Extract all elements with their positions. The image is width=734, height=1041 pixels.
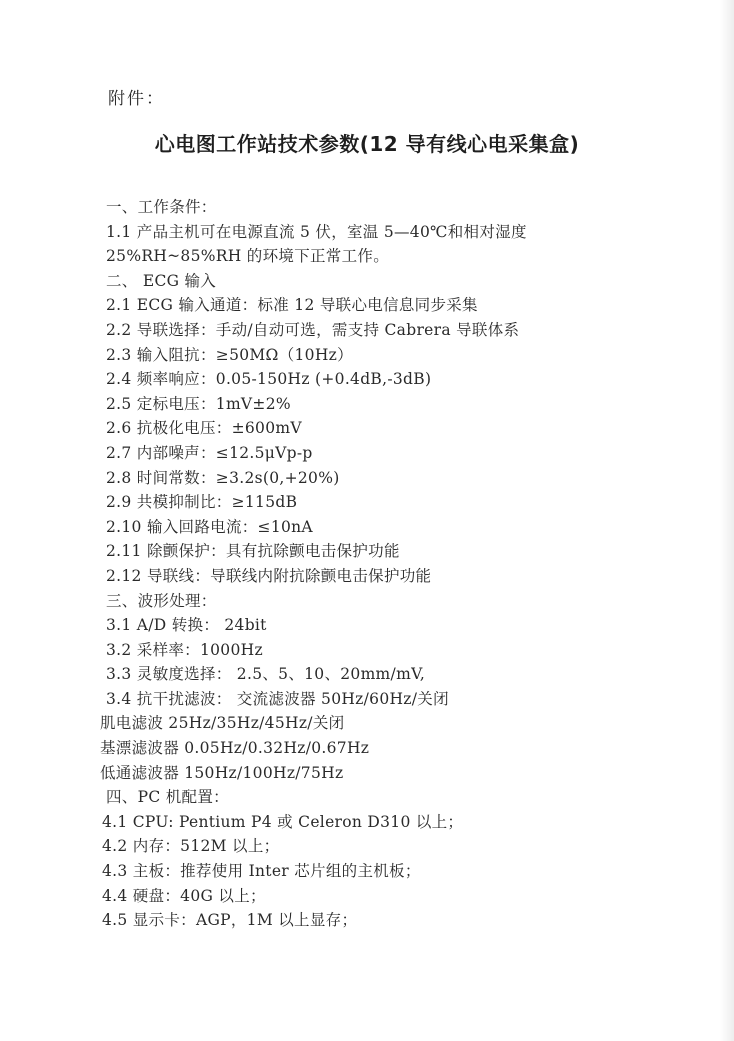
spec-line: 低通滤波器 150Hz/100Hz/75Hz (100, 763, 344, 782)
spec-line: 3.1 A/D 转换： 24bit (106, 616, 267, 635)
spec-line: 4.2 内存：512M 以上； (102, 837, 280, 856)
document-title: 心电图工作站技术参数(12 导有线心电采集盒) (154, 132, 580, 156)
spec-line: 25%RH~85%RH 的环境下正常工作。 (106, 247, 389, 266)
spec-line: 二、 ECG 输入 (106, 271, 217, 290)
spec-line: 三、波形处理： (106, 591, 217, 610)
spec-line: 3.2 采样率：1000Hz (106, 640, 263, 659)
spec-line: 2.6 抗极化电压：±600mV (106, 419, 302, 438)
spec-line: 2.3 输入阻抗：≥50MΩ（10Hz） (106, 345, 353, 364)
spec-line: 2.9 共模抑制比：≥115dB (106, 493, 298, 512)
spec-line: 2.12 导联线：导联线内附抗除颤电击保护功能 (106, 566, 432, 585)
spec-line: 3.4 抗干扰滤波： 交流滤波器 50Hz/60Hz/关闭 (106, 689, 449, 708)
attachment-label: 附件： (108, 89, 165, 109)
spec-line: 4.3 主板：推荐使用 Inter 芯片组的主机板； (102, 862, 421, 881)
spec-line: 四、PC 机配置： (106, 788, 229, 807)
spec-line: 4.4 硬盘：40G 以上； (102, 886, 266, 905)
spec-line: 2.7 内部噪声：≤12.5μVp-p (106, 443, 313, 462)
spec-line: 2.1 ECG 输入通道：标准 12 导联心电信息同步采集 (106, 296, 478, 315)
spec-line: 2.2 导联选择：手动/自动可选，需支持 Cabrera 导联体系 (106, 320, 520, 339)
spec-line: 肌电滤波 25Hz/35Hz/45Hz/关闭 (100, 714, 345, 733)
scan-edge-shadow (720, 0, 734, 1041)
spec-line: 1.1 产品主机可在电源直流 5 伏，室温 5—40℃和相对湿度 (106, 222, 527, 241)
spec-line: 2.10 输入回路电流：≤10nA (106, 517, 313, 536)
spec-line: 2.8 时间常数：≥3.2s(0,+20%) (106, 468, 340, 487)
spec-line: 基漂滤波器 0.05Hz/0.32Hz/0.67Hz (100, 739, 370, 758)
spec-list (0, 195, 734, 933)
spec-line: 2.4 频率响应：0.05-150Hz (+0.4dB,-3dB) (106, 370, 432, 389)
spec-line: 2.11 除颤保护：具有抗除颤电击保护功能 (106, 542, 400, 561)
spec-line: 3.3 灵敏度选择： 2.5、5、10、20mm/mV, (106, 665, 426, 684)
spec-line: 2.5 定标电压：1mV±2% (106, 394, 291, 413)
spec-line: 4.1 CPU: Pentium P4 或 Celeron D310 以上； (102, 812, 464, 831)
spec-line: 4.5 显示卡：AGP，1M 以上显存； (102, 911, 358, 930)
spec-line: 一、工作条件： (106, 198, 217, 216)
